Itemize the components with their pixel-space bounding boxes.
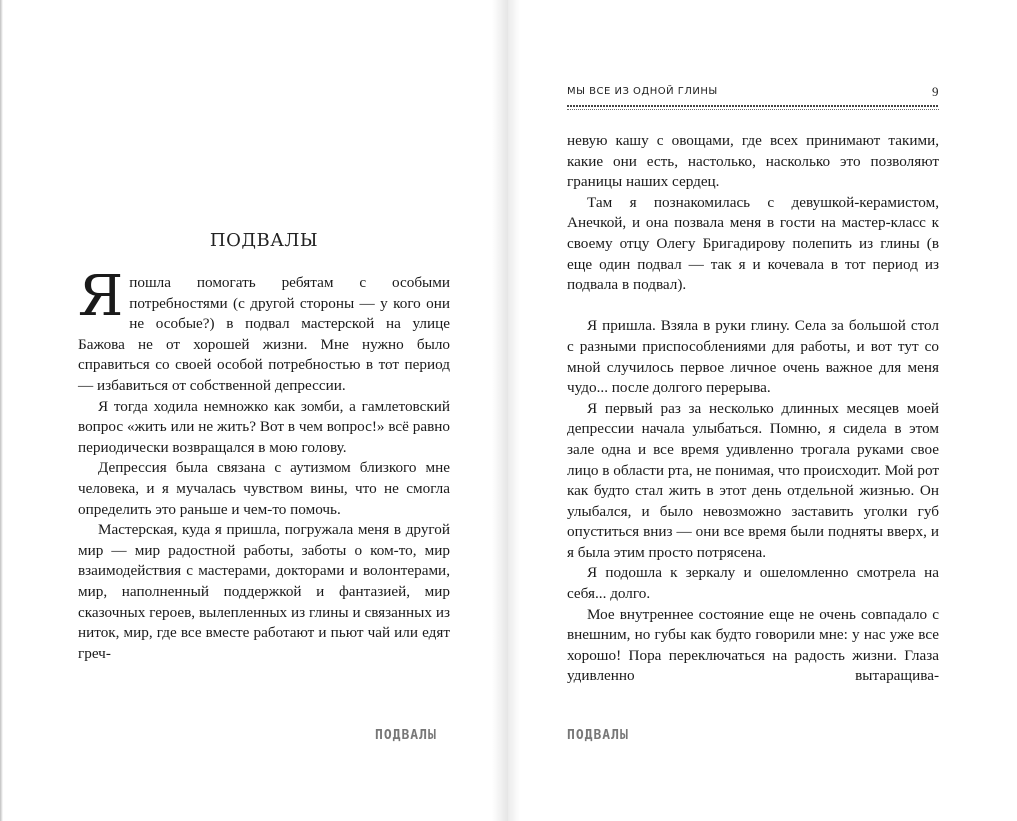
paragraph: Мастерская, куда я пришла, погружала меня в другой мир — мир радостной работы, заботы о ком-то, мир взаимодействия с мастерами, докторами и волонтерами, мир, наполненный поддержкой и фантазией, мир сказочных героев, вылепленных из глины и связанных из ниток, мир, где все вместе работают и пьют чай или едят греч- [78, 521, 450, 662]
paragraph: Депрессия была связана с аутизмом близкого мне человека, и я мучалась чувством вины, что не смогла определить это раньше и чем-то помочь. [78, 459, 450, 518]
paragraph: Я первый раз за несколько длинных месяцев моей депрессии начала улыбаться. Помню, я сидела в этом зале одна и все время удивленно трогала руками свое лицо в области рта, не понимая, что происходит. Мой рот как будто стал жить в этот день отдельной жизнью. Он улыбался, и было невозможно заставить уголки губ опуститься вниз — они все время были подняты вверх, и я была этим просто потрясена. [567, 399, 939, 561]
paragraph: Там я познакомилась с девушкой-керамистом, Анечкой, и она позвала меня в гости на мастер-класс к своему отцу Олегу Бригадирову полепить из глины (в еще один подвал — так я и кочевала в тот период из подвала в подвал). [567, 193, 939, 294]
footer-section-label-right: ПОДВАЛЫ [567, 728, 629, 743]
paragraph: невую кашу с овощами, где всех принимают такими, какие они есть, настолько, насколько это позволяют границы наших сердец. [567, 132, 939, 191]
page-edge-shadow [0, 0, 3, 821]
chapter-title: ПОДВАЛЫ [209, 230, 319, 251]
paragraph [78, 264, 450, 397]
paragraph: Я тогда ходила немножко как зомби, а гамлетовский вопрос «жить или не жить? Вот в чем вопрос!» всё равно периодически возвращался в мою голову. [78, 397, 450, 456]
paragraph: Я пришла. Взяла в руки глину. Села за большой стол с разными приспособлениями для работы, и вот тут со мной случилось первое личное очень важное для меня чудо... после долгого перерыва. [567, 317, 939, 397]
right-page-text [567, 131, 939, 687]
gutter-shadow-left [492, 0, 508, 821]
paragraph: Мое внутреннее состояние еще не очень совпадало с внешним, но губы как будто говорили мне: у нас уже все хорошо! Пора переключаться на радость жизни. Глаза удивленно вытаращива- [567, 605, 939, 685]
footer-section-label-left: ПОДВАЛЫ [375, 728, 437, 743]
left-page-text [78, 264, 450, 664]
page-number: 9 [932, 84, 939, 99]
paragraph-text: пошла помогать ребятам с особыми потребностями (с другой стороны — у кого они не особые?) в подвал мастерской на улице Бажова не от хорошей жизни. Мне нужно было справиться со своей особой потребностью в тот период — избавиться от собственной депрессии. [78, 274, 450, 394]
gutter-shadow-right [508, 0, 520, 821]
paragraph: Я подошла к зеркалу и ошеломленно смотрела на себя... долго. [567, 564, 939, 603]
running-head-rule [567, 105, 939, 110]
drop-cap: Я [78, 264, 124, 329]
running-head-title: МЫ ВСЕ ИЗ ОДНОЙ ГЛИНЫ [567, 86, 718, 97]
running-head [567, 84, 939, 104]
